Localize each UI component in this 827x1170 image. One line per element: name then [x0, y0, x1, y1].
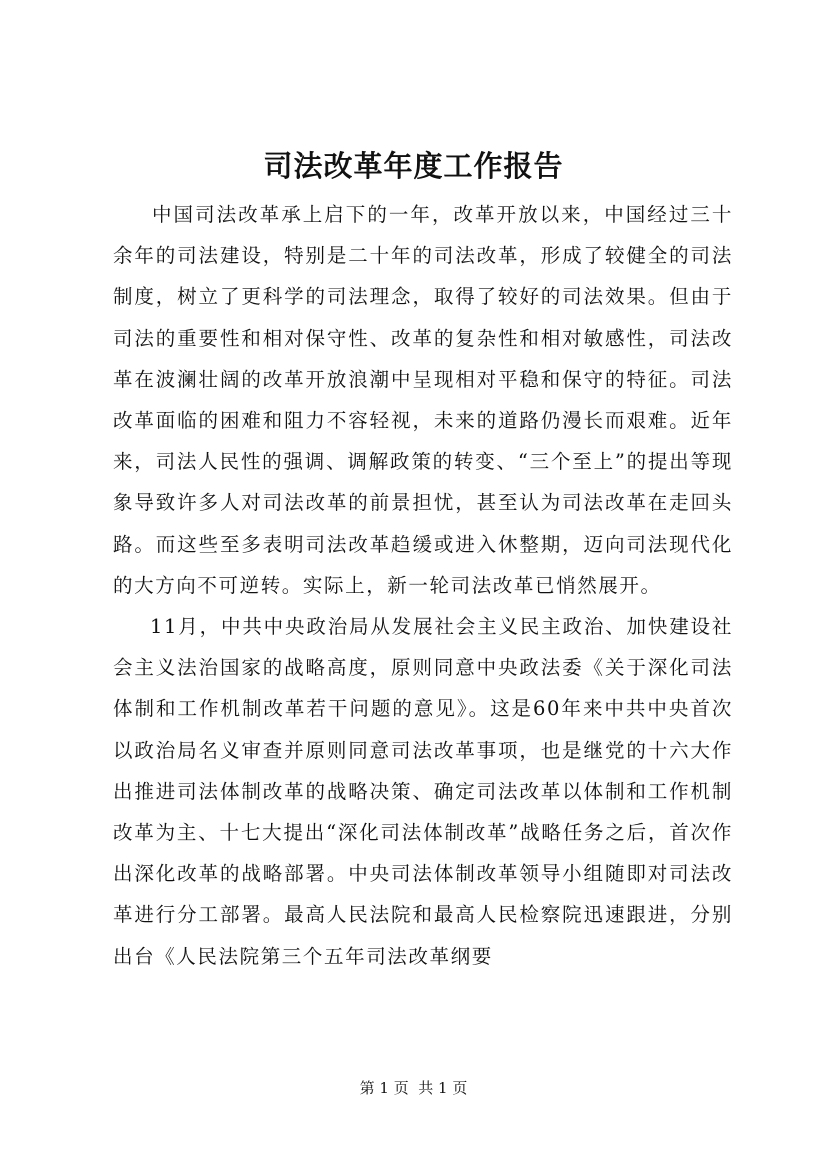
paragraph-2: 11月，中共中央政治局从发展社会主义民主政治、加快建设社会主义法治国家的战略高度，原则同意中央政法委《关于深化司法体制和工作机制改革若干问题的意见》。这是60年来中共中央首次以政治局名义审查并原则同意司法改革事项，也是继党的十六大作出推进司法体制改革的战略决策、确定司法改革以体制和工作机制改革为主、十七大提出“深化司法体制改革”战略任务之后，首次作出深化改革的战略部署。中央司法体制改革领导小组随即对司法改革进行分工部署。最高人民法院和最高人民检察院迅速跟进，分别出台《人民法院第三个五年司法改革纲要 [113, 615, 733, 968]
document-title: 司法改革年度工作报告 [263, 149, 564, 183]
document-body [113, 194, 733, 977]
paragraph-1: 中国司法改革承上启下的一年，改革开放以来，中国经过三十余年的司法建设，特别是二十年的司法改革，形成了较健全的司法制度，树立了更科学的司法理念，取得了较好的司法效果。但由于司法的重要性和相对保守性、改革的复杂性和相对敏感性，司法改革在波澜壮阔的改革开放浪潮中呈现相对平稳和保守的特征。司法改革面临的困难和阻力不容轻视，未来的道路仍漫长而艰难。近年来，司法人民性的强调、调解政策的转变、“三个至上”的提出等现象导致许多人对司法改革的前景担忧，甚至认为司法改革在走回头路。而这些至多表明司法改革趋缓或进入休整期，迈向司法现代化的大方向不可逆转。实际上，新一轮司法改革已悄然展开。 [113, 203, 733, 597]
page-number-label: 第 1 页 共 1 页 [359, 1079, 468, 1097]
page-footer [0, 1078, 827, 1098]
